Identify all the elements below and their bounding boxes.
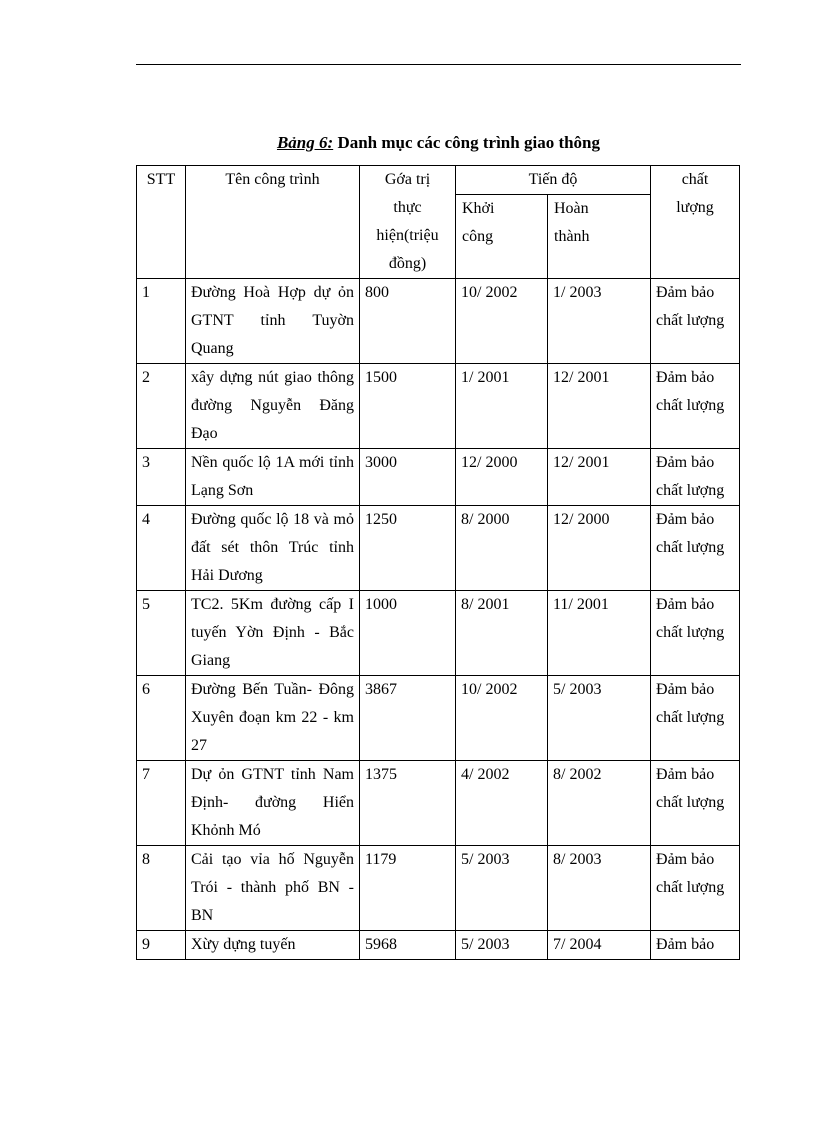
table-body <box>137 279 740 960</box>
table-row <box>137 591 740 676</box>
cell-value: 3867 <box>360 676 456 761</box>
cell-stt: 7 <box>137 761 186 846</box>
cell-start: 8/ 2001 <box>456 591 548 676</box>
cell-quality: Đảm bảo chất lượng <box>651 676 740 761</box>
cell-value: 1250 <box>360 506 456 591</box>
cell-finish: 12/ 2001 <box>548 449 651 506</box>
cell-name: Đường Hoà Hợp dự ỏn GTNT tỉnh Tuyờn Quang <box>186 279 360 364</box>
cell-finish: 1/ 2003 <box>548 279 651 364</box>
header-progress: Tiến độ <box>456 166 651 195</box>
table-row <box>137 846 740 931</box>
table-row <box>137 676 740 761</box>
cell-finish: 8/ 2002 <box>548 761 651 846</box>
header-row-top <box>137 166 740 195</box>
cell-name: Dự ỏn GTNT tỉnh Nam Định- đường Hiển Khỏnh Mó <box>186 761 360 846</box>
cell-stt: 4 <box>137 506 186 591</box>
cell-quality: Đảm bảo chất lượng <box>651 506 740 591</box>
cell-start: 4/ 2002 <box>456 761 548 846</box>
cell-value: 1500 <box>360 364 456 449</box>
cell-finish: 7/ 2004 <box>548 931 651 960</box>
cell-finish: 12/ 2001 <box>548 364 651 449</box>
cell-quality: Đảm bảo chất lượng <box>651 449 740 506</box>
cell-stt: 9 <box>137 931 186 960</box>
table-row <box>137 449 740 506</box>
caption-title: Danh mục các công trình giao thông <box>333 133 601 152</box>
cell-quality: Đảm bảo chất lượng <box>651 591 740 676</box>
cell-quality: Đảm bảo chất lượng <box>651 279 740 364</box>
cell-quality: Đảm bảo chất lượng <box>651 761 740 846</box>
cell-name: TC2. 5Km đường cấp I tuyến Yờn Định - Bắc Giang <box>186 591 360 676</box>
cell-stt: 1 <box>137 279 186 364</box>
cell-value: 3000 <box>360 449 456 506</box>
cell-start: 1/ 2001 <box>456 364 548 449</box>
header-name: Tên công trình <box>186 166 360 279</box>
cell-start: 8/ 2000 <box>456 506 548 591</box>
caption-label: Bảng 6: <box>276 133 334 152</box>
cell-value: 5968 <box>360 931 456 960</box>
cell-finish: 12/ 2000 <box>548 506 651 591</box>
cell-quality: Đảm bảo chất lượng <box>651 846 740 931</box>
header-rule <box>136 64 741 65</box>
cell-stt: 2 <box>137 364 186 449</box>
cell-name: Đường Bến Tuần- Đông Xuyên đoạn km 22 - km 27 <box>186 676 360 761</box>
cell-value: 1000 <box>360 591 456 676</box>
cell-name: Nền quốc lộ 1A mới tỉnh Lạng Sơn <box>186 449 360 506</box>
cell-start: 5/ 2003 <box>456 846 548 931</box>
table-row <box>137 364 740 449</box>
cell-finish: 8/ 2003 <box>548 846 651 931</box>
cell-quality: Đảm bảo <box>651 931 740 960</box>
cell-start: 10/ 2002 <box>456 676 548 761</box>
cell-quality: Đảm bảo chất lượng <box>651 364 740 449</box>
header-stt: STT <box>137 166 186 279</box>
cell-start: 5/ 2003 <box>456 931 548 960</box>
cell-name: xây dựng nút giao thông đường Nguyễn Đăng Đạo <box>186 364 360 449</box>
projects-table <box>136 165 740 960</box>
cell-value: 1179 <box>360 846 456 931</box>
header-quality: chất lượng <box>651 166 740 279</box>
header-start: Khởi công <box>456 195 548 279</box>
table-row <box>137 506 740 591</box>
table-row <box>137 761 740 846</box>
cell-start: 12/ 2000 <box>456 449 548 506</box>
table-row <box>137 279 740 364</box>
cell-name: Đường quốc lộ 18 và mỏ đất sét thôn Trúc tỉnh Hải Dương <box>186 506 360 591</box>
cell-stt: 3 <box>137 449 186 506</box>
table-header <box>137 166 740 279</box>
table-row <box>137 931 740 960</box>
cell-name: Xừy dựng tuyến <box>186 931 360 960</box>
cell-value: 1375 <box>360 761 456 846</box>
table-caption <box>136 131 741 155</box>
cell-name: Cải tạo vỉa hố Nguyễn Trói - thành phố BN - BN <box>186 846 360 931</box>
header-finish: Hoàn thành <box>548 195 651 279</box>
cell-stt: 6 <box>137 676 186 761</box>
cell-value: 800 <box>360 279 456 364</box>
cell-finish: 11/ 2001 <box>548 591 651 676</box>
cell-stt: 8 <box>137 846 186 931</box>
cell-stt: 5 <box>137 591 186 676</box>
header-value: Gớa trị thực hiện(triệu đồng) <box>360 166 456 279</box>
cell-finish: 5/ 2003 <box>548 676 651 761</box>
cell-start: 10/ 2002 <box>456 279 548 364</box>
